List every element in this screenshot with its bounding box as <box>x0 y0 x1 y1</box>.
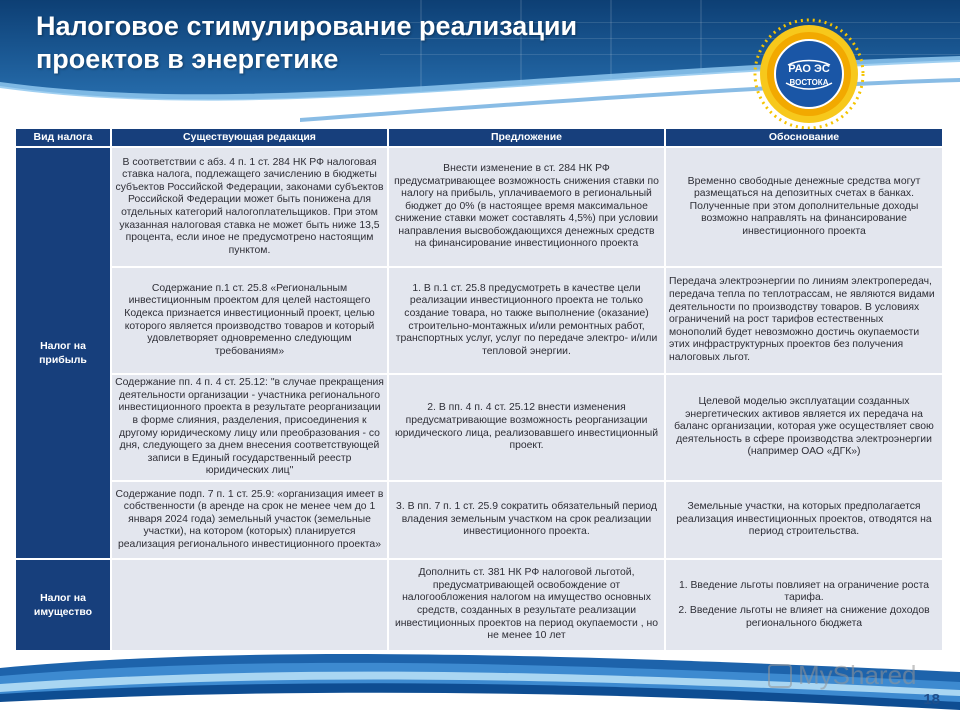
proposal-cell: 3. В пп. 7 п. 1 ст. 25.9 сократить обязательный период владения земельным участком на срок реализации инвестиционного проекта. <box>389 482 664 558</box>
table-row <box>16 560 942 650</box>
table-row <box>16 482 942 558</box>
table-header-row <box>16 129 942 146</box>
existing-cell: Содержание п.1 ст. 25.8 «Региональным инвестиционным проектом для целей настоящего Кодекса признается инвестиционный проект, целью которого является производство товаров и который удовлетворяет одновременно следующим требованиям» <box>112 268 387 373</box>
existing-cell-empty <box>112 560 387 650</box>
page-number: 18 <box>923 691 940 708</box>
watermark <box>768 660 917 691</box>
proposal-cell: Внести изменение в ст. 284 НК РФ предусматривающее возможность снижения ставки по налогу на прибыль, уплачиваемого в региональный бюджет до 0% (в настоящее время максимальное снижение ставки может составлять 4,5%) при условии направления высвобождающихся денежных средств на финансирование инвестиционного проекта <box>389 148 664 266</box>
table-row <box>16 148 942 266</box>
justification-cell: Земельные участки, на которых предполагается реализация инвестиционных проектов, отводятся на период строительства. <box>666 482 942 558</box>
logo-text-line1: РАО ЭС <box>788 63 830 75</box>
watermark-text: MyShared <box>798 660 917 690</box>
logo-text-line2: ВОСТОКА <box>789 78 829 87</box>
tax-type-profit-cell: Налог на прибыль <box>16 148 110 558</box>
company-logo <box>752 17 866 131</box>
column-header-existing: Существующая редакция <box>112 129 387 146</box>
column-header-tax-type: Вид налога <box>16 129 110 146</box>
table-row <box>16 268 942 373</box>
proposal-cell: Дополнить ст. 381 НК РФ налоговой льготой, предусматривающей освобождение от налогообложения налогом на имущество основных средств, созданных в результате реализации инвестиционных проектов на период окупаемости , но не менее 10 лет <box>389 560 664 650</box>
justification-cell: Целевой моделью эксплуатации созданных энергетических активов является их передача на баланс организации, которая уже осуществляет свою деятельность в сфере производства электроэнергии (например ОАО «ДГК») <box>666 375 942 480</box>
tax-type-property-cell: Налог на имущество <box>16 560 110 650</box>
existing-cell: Содержание пп. 4 п. 4 ст. 25.12: "в случае прекращения деятельности организации - участника регионального инвестиционного проекта в результате реорганизации в форме слияния, разделения, присоединения к другому юридическому лицу или преобразования - со дня, следующего за днем внесения соответствующей записи в Единый государственный реестр юридических лиц" <box>112 375 387 480</box>
justification-cell: 1. Введение льготы повлияет на ограничение роста тарифа. 2. Введение льготы не влияет на снижение доходов регионального бюджета <box>666 560 942 650</box>
existing-cell: В соответствии с абз. 4 п. 1 ст. 284 НК РФ налоговая ставка налога, подлежащего зачислению в бюджеты субъектов Российской Федерации, законами субъектов Российской Федерации может быть понижена для отдельных категорий налогоплательщиков. При этом указанная налоговая ставка не может быть ниже 13,5 процента, если иное не предусмотрено настоящим пунктом. <box>112 148 387 266</box>
column-header-justification: Обоснование <box>666 129 942 146</box>
proposal-cell: 1. В п.1 ст. 25.8 предусмотреть в качестве цели реализации инвестиционного проекта не только создание товара, но также выполнение (оказание) строительно-монтажных и/или ремонтных работ, транспортных услуг, услуг по передаче электро- и/или тепловой энергии. <box>389 268 664 373</box>
proposal-cell: 2. В пп. 4 п. 4 ст. 25.12 внести изменения предусматривающие возможность реорганизации юридического лица, реализовавшего инвестиционный проект. <box>389 375 664 480</box>
slide-title: Налоговое стимулирование реализации проектов в энергетике <box>36 11 578 74</box>
column-header-proposal: Предложение <box>389 129 664 146</box>
table-row <box>16 375 942 480</box>
watermark-icon <box>768 664 792 688</box>
justification-cell: Передача электроэнергии по линиям электропередач, передача тепла по теплотрассам, не являются видами деятельности по производству товаров. В условиях ограничений на рост тарифов естественных монополий будет невозможно достичь окупаемости этих инфраструктурных проектов без получения налоговых льгот. <box>666 268 942 373</box>
justification-cell: Временно свободные денежные средства могут размещаться на депозитных счетах в банках. Полученные при этом дополнительные доходы возможно направлять на финансирование инвестиционного проекта <box>666 148 942 266</box>
tax-proposals-table <box>14 127 944 652</box>
existing-cell: Содержание подп. 7 п. 1 ст. 25.9: «организация имеет в собственности (в аренде на срок не менее чем до 1 января 2024 года) земельный участок (земельные участки), на котором (которых) планируется реализация регионального инвестиционного проекта» <box>112 482 387 558</box>
